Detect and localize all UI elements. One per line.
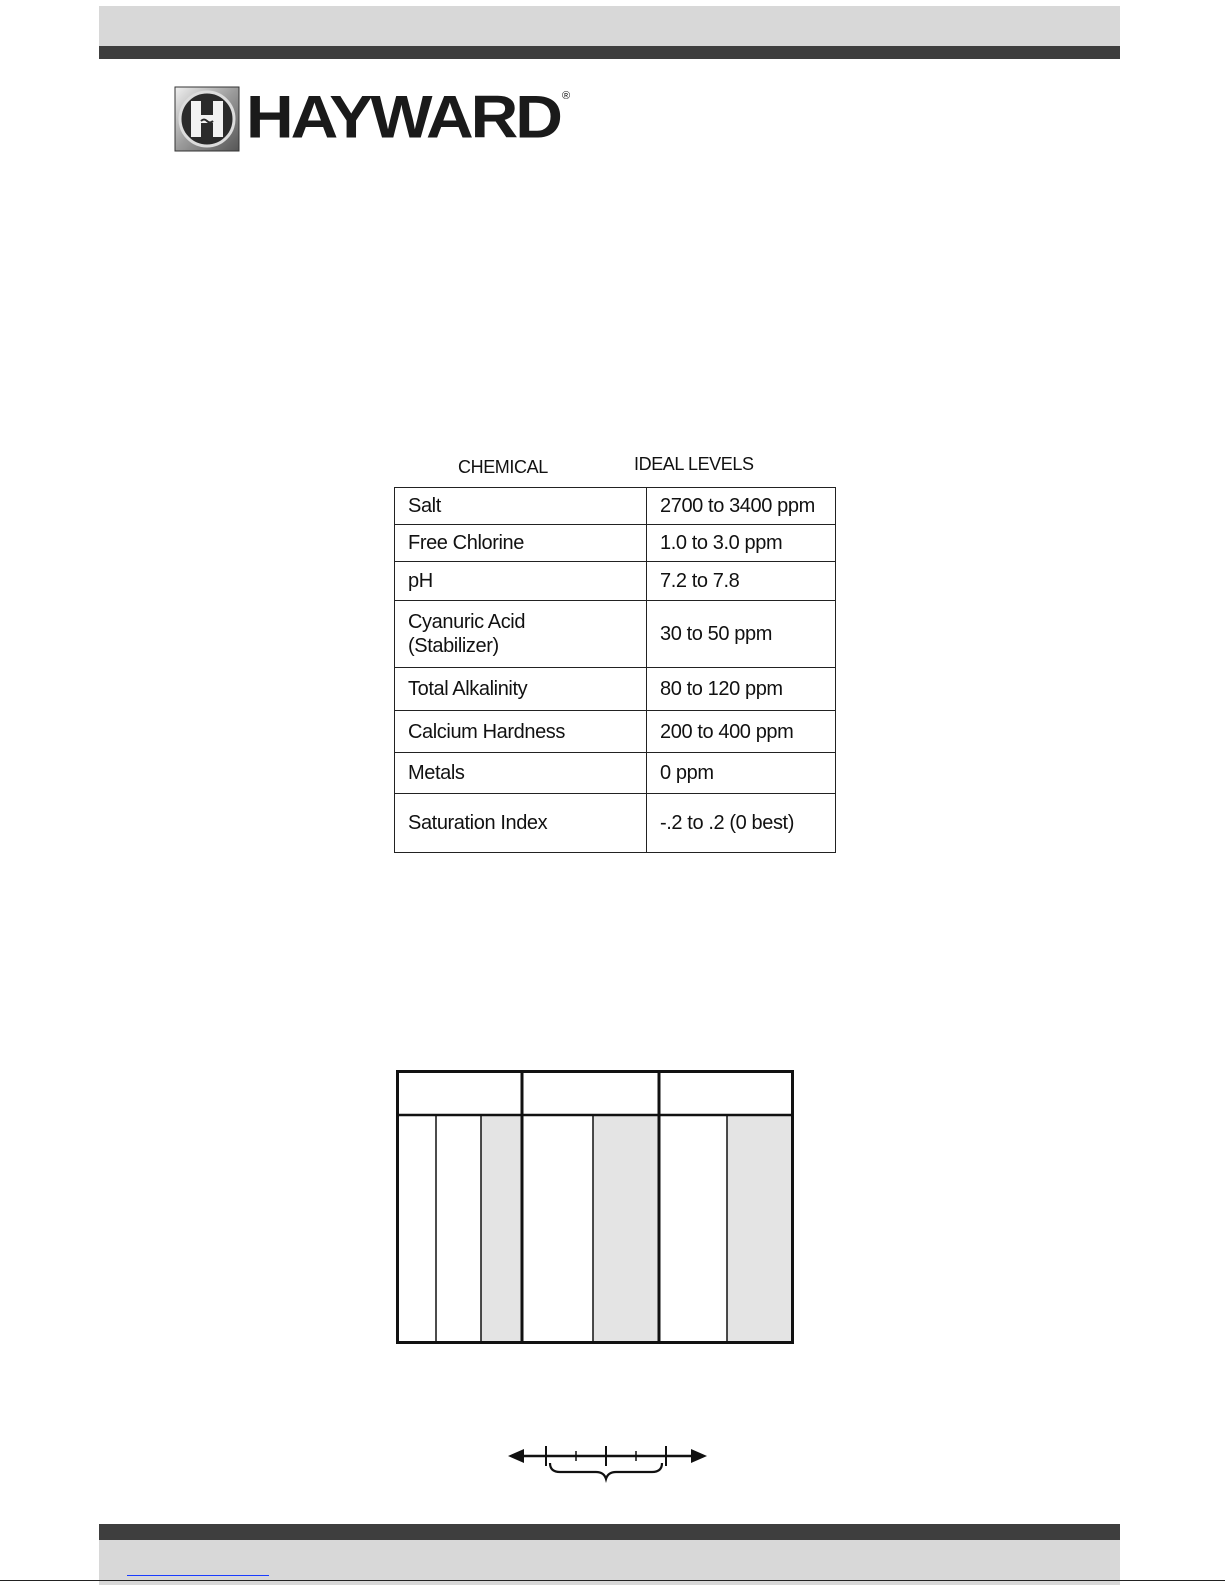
left-arrow-icon bbox=[508, 1449, 524, 1463]
chemical-cell: Cyanuric Acid (Stabilizer) bbox=[395, 601, 647, 668]
level-cell: 200 to 400 ppm bbox=[647, 711, 836, 753]
column-header-chemical: CHEMICAL bbox=[458, 457, 548, 477]
level-cell: 30 to 50 ppm bbox=[647, 601, 836, 668]
footer-rule bbox=[0, 1580, 1225, 1581]
table-row bbox=[395, 794, 836, 853]
level-cell: 80 to 120 ppm bbox=[647, 668, 836, 711]
header-band-dark bbox=[99, 46, 1120, 59]
level-cell: 1.0 to 3.0 ppm bbox=[647, 525, 836, 562]
table-row bbox=[395, 711, 836, 753]
footer-link-underline[interactable] bbox=[127, 1575, 269, 1576]
shaded-column bbox=[727, 1115, 792, 1343]
saturation-index-grid bbox=[396, 1070, 796, 1346]
chemical-cell: Total Alkalinity bbox=[395, 668, 647, 711]
chemical-cell: Calcium Hardness bbox=[395, 711, 647, 753]
column-header-ideal-levels: IDEAL LEVELS bbox=[634, 454, 754, 474]
chemical-cell: Metals bbox=[395, 753, 647, 794]
shaded-column bbox=[593, 1115, 659, 1343]
level-cell: 0 ppm bbox=[647, 753, 836, 794]
table-row bbox=[395, 525, 836, 562]
chemistry-levels-table bbox=[394, 487, 836, 853]
chemical-cell: Saturation Index bbox=[395, 794, 647, 853]
hayward-h-badge-icon bbox=[174, 86, 240, 152]
table-row bbox=[395, 601, 836, 668]
registered-mark: ® bbox=[561, 90, 571, 102]
chemical-cell: pH bbox=[395, 562, 647, 601]
chemical-cell: Free Chlorine bbox=[395, 525, 647, 562]
footer-band-dark bbox=[99, 1524, 1120, 1540]
brand-wordmark: HAYWARD bbox=[246, 82, 560, 151]
table-row bbox=[395, 488, 836, 525]
level-cell: 7.2 to 7.8 bbox=[647, 562, 836, 601]
level-cell: 2700 to 3400 ppm bbox=[647, 488, 836, 525]
right-arrow-icon bbox=[691, 1449, 707, 1463]
table-row bbox=[395, 753, 836, 794]
table-row bbox=[395, 562, 836, 601]
level-cell: -.2 to .2 (0 best) bbox=[647, 794, 836, 853]
header-band-light bbox=[99, 6, 1120, 46]
shaded-column bbox=[481, 1115, 522, 1343]
hayward-logo bbox=[174, 82, 571, 154]
footer-band-light bbox=[99, 1540, 1120, 1585]
table-row bbox=[395, 668, 836, 711]
saturation-scale-diagram bbox=[508, 1430, 708, 1494]
chemical-cell: Salt bbox=[395, 488, 647, 525]
